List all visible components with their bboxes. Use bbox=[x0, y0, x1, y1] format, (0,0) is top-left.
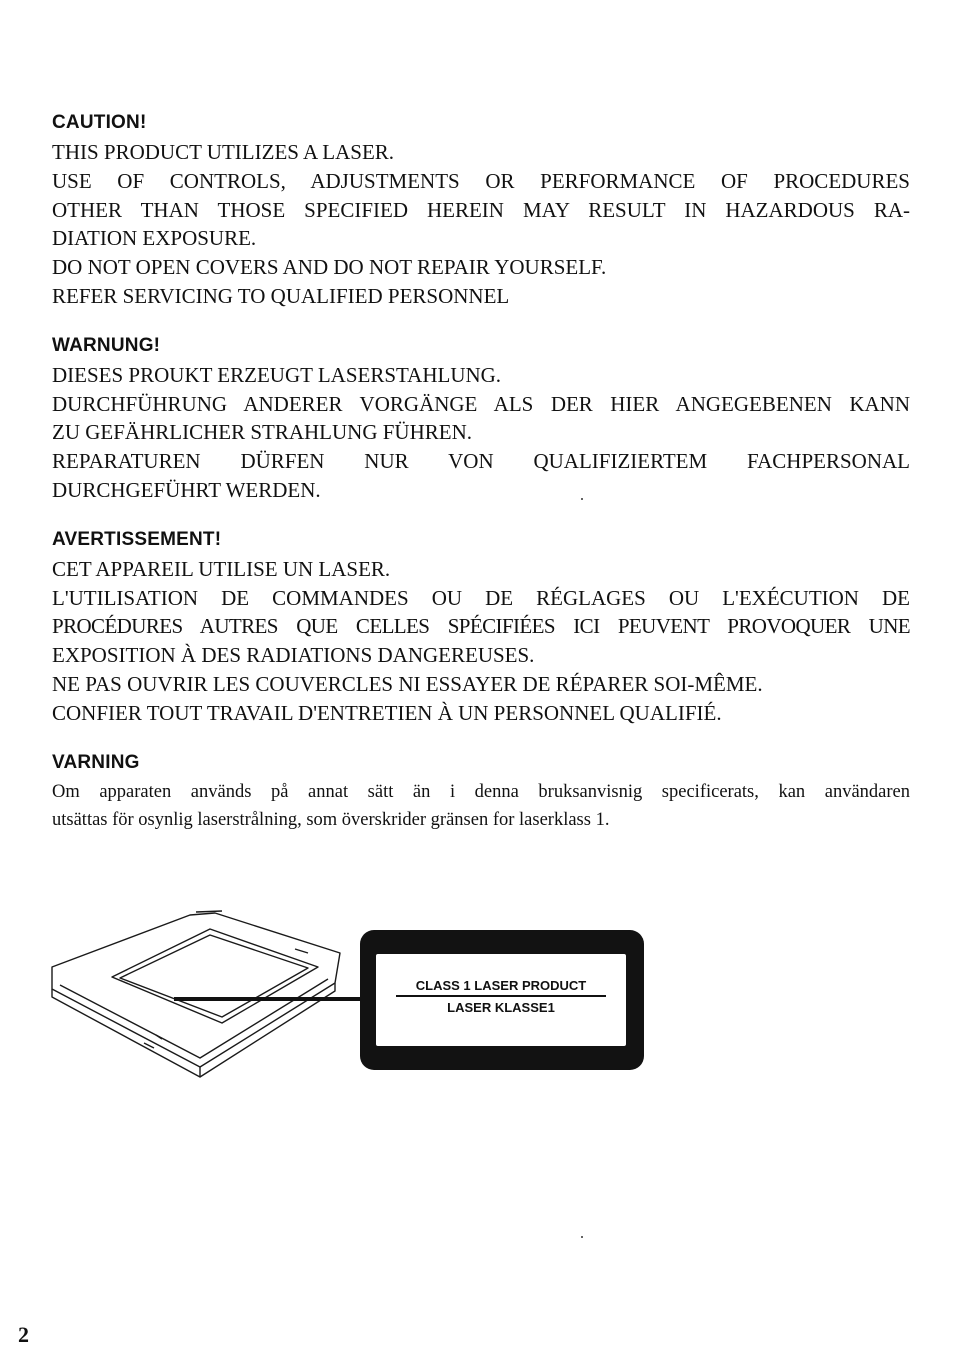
varning-heading: VARNING bbox=[52, 751, 140, 773]
avertissement-line: L'UTILISATION DE COMMANDES OU DE RÉGLAGES OU L'EXÉCUTION DE bbox=[52, 585, 910, 610]
avertissement-line: CET APPAREIL UTILISE UN LASER. bbox=[52, 556, 391, 581]
document-body bbox=[52, 110, 910, 857]
avertissement-line: PROCÉDURES AUTRES QUE CELLES SPÉCIFIÉES ICI PEUVENT PROVOQUER UNE bbox=[52, 614, 910, 639]
scan-speck bbox=[581, 1236, 583, 1238]
warnung-section bbox=[52, 333, 910, 505]
label-line-1: CLASS 1 LASER PRODUCT bbox=[396, 978, 606, 997]
caution-line: USE OF CONTROLS, ADJUSTMENTS OR PERFORMANCE OF PROCEDURES bbox=[52, 168, 910, 193]
warnung-line: ZU GEFÄHRLICHER STRAHLUNG FÜHREN. bbox=[52, 420, 473, 445]
avertissement-section bbox=[52, 527, 910, 728]
avertissement-line: CONFIER TOUT TRAVAIL D'ENTRETIEN À UN PERSONNEL QUALIFIÉ. bbox=[52, 700, 722, 725]
caution-line: DO NOT OPEN COVERS AND DO NOT REPAIR YOURSELF. bbox=[52, 255, 607, 280]
varning-line: utsättas för osynlig laserstrålning, som överskrider gränsen for laserklass 1. bbox=[52, 810, 610, 831]
caution-heading: CAUTION! bbox=[52, 112, 147, 133]
avertissement-heading: AVERTISSEMENT! bbox=[52, 528, 222, 550]
varning-section bbox=[52, 750, 910, 835]
warnung-line: DURCHGEFÜHRT WERDEN. bbox=[52, 477, 321, 502]
caution-line: REFER SERVICING TO QUALIFIED PERSONNEL bbox=[52, 283, 510, 308]
avertissement-line: NE PAS OUVRIR LES COUVERCLES NI ESSAYER DE RÉPARER SOI-MÊME. bbox=[52, 671, 763, 696]
warnung-line: DURCHFÜHRUNG ANDERER VORGÄNGE ALS DER HIER ANGEGEBENEN KANN bbox=[52, 391, 910, 416]
page-number: 2 bbox=[18, 1322, 29, 1347]
warnung-heading: WARNUNG! bbox=[52, 334, 161, 356]
label-line-2: LASER KLASSE1 bbox=[447, 1000, 555, 1015]
warnung-line: REPARATUREN DÜRFEN NUR VON QUALIFIZIERTEM FACHPERSONAL bbox=[52, 449, 910, 474]
avertissement-line: EXPOSITION À DES RADIATIONS DANGEREUSES. bbox=[52, 643, 535, 668]
scan-speck bbox=[581, 498, 583, 500]
caution-line: THIS PRODUCT UTILIZES A LASER. bbox=[52, 140, 395, 164]
warnung-line: DIESES PROUKT ERZEUGT LASERSTAHLUNG. bbox=[52, 362, 502, 387]
laser-class-label bbox=[360, 930, 644, 1070]
caution-line: DIATION EXPOSURE. bbox=[52, 226, 257, 251]
caution-line: OTHER THAN THOSE SPECIFIED HEREIN MAY RESULT IN HAZARDOUS RA- bbox=[52, 197, 910, 222]
caution-section bbox=[52, 110, 910, 311]
varning-line: Om apparaten används på annat sätt än i denna bruksanvisnig specificerats, kan användaren bbox=[52, 781, 910, 802]
